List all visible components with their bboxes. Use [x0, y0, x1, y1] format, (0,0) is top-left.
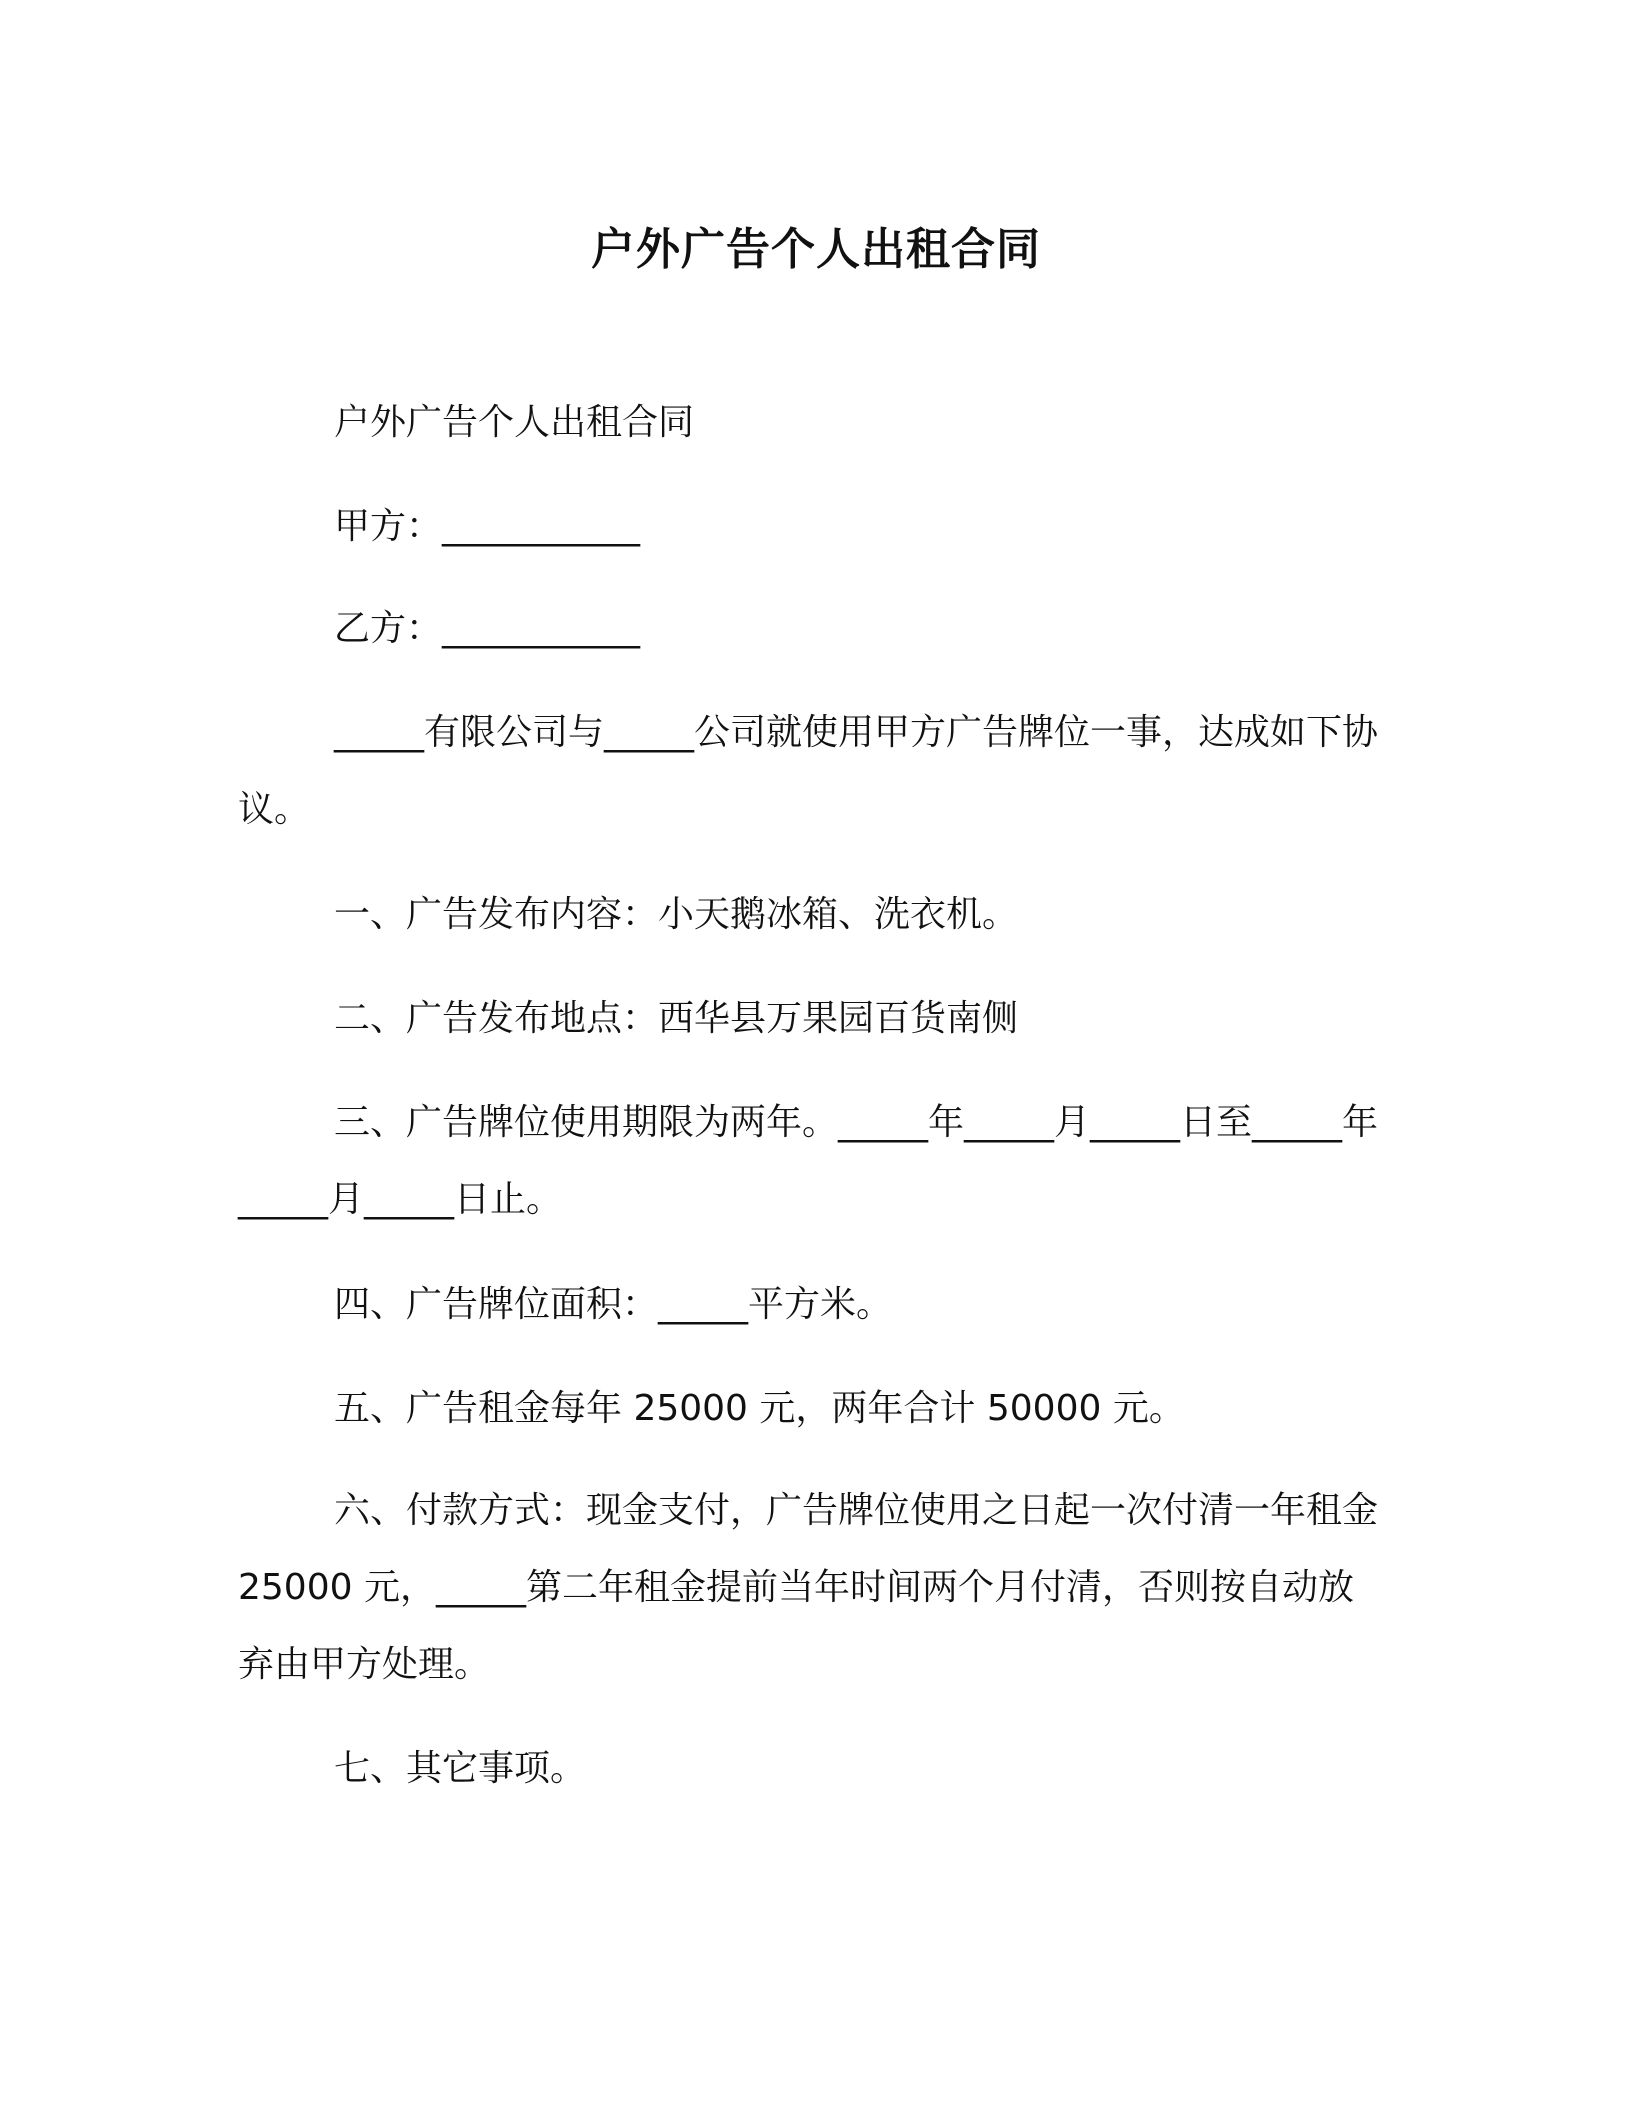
document-title: 户外广告个人出租合同	[591, 224, 1041, 275]
paragraph-party-b: 乙方：___________	[334, 608, 641, 649]
paragraph-clause-4: 四、广告牌位面积：_____平方米。	[334, 1284, 893, 1325]
paragraph-party-a: 甲方：___________	[334, 506, 641, 547]
paragraph-clause-2: 二、广告发布地点：西华县万果园百货南侧	[334, 998, 1019, 1039]
paragraph-clause-7: 七、其它事项。	[334, 1748, 587, 1789]
paragraph-clause-3: 三、广告牌位使用期限为两年。_____年_____月_____日至_____年_____月_____日止。	[238, 1102, 1379, 1220]
paragraph-clause-5: 五、广告租金每年 25000 元，两年合计 50000 元。	[334, 1388, 1185, 1429]
paragraph-subtitle: 户外广告个人出租合同	[334, 402, 695, 443]
paragraph-clause-6: 六、付款方式：现金支付，广告牌位使用之日起一次付清一年租金 25000 元，_____第二年租金提前当年时间两个月付清，否则按自动放弃由甲方处理。	[238, 1490, 1379, 1685]
paragraph-clause-1: 一、广告发布内容：小天鹅冰箱、洗衣机。	[334, 894, 1019, 935]
paragraph-agreement-intro: _____有限公司与_____公司就使用甲方广告牌位一事，达成如下协议。	[238, 712, 1379, 830]
